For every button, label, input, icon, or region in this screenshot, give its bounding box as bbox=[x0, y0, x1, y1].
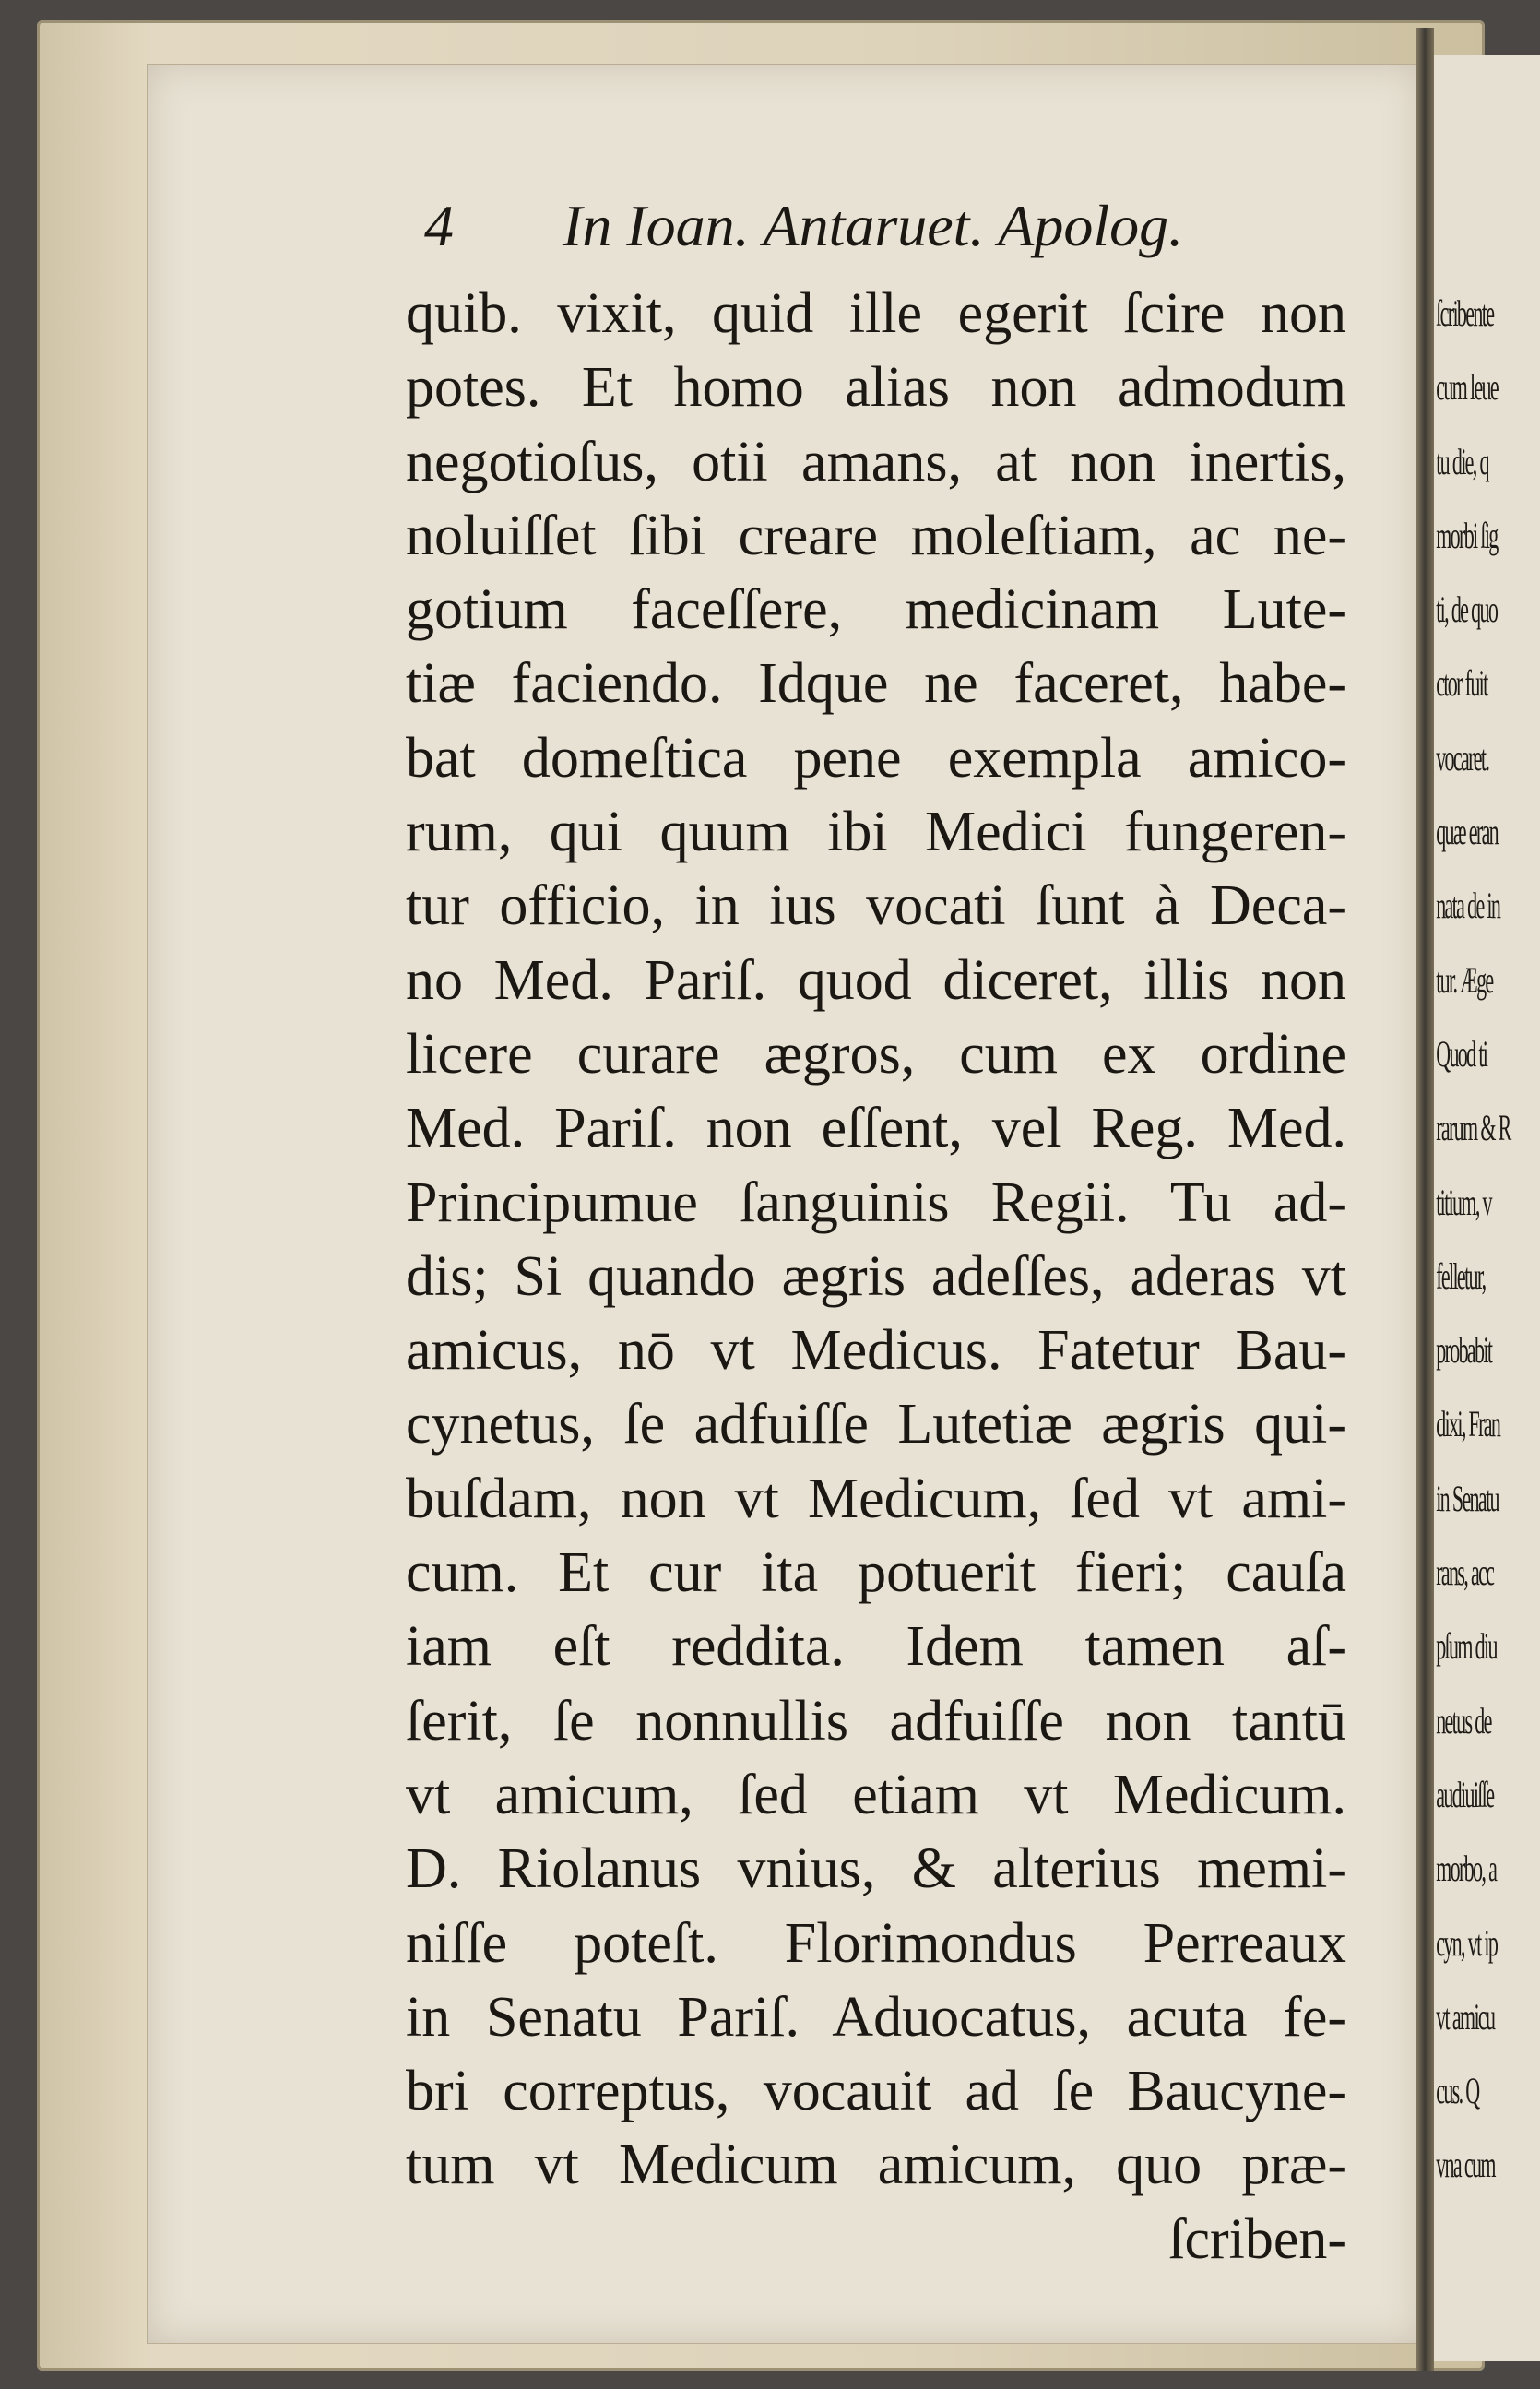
text-line: buſdam, non vt Medicum, ſed vt ami- bbox=[406, 1467, 1346, 1530]
facing-page-line: dixi, Fran bbox=[1436, 1403, 1500, 1445]
text-line: gotium faceſſere, medicinam Lute- bbox=[406, 578, 1346, 642]
facing-page-line: nata de in bbox=[1436, 885, 1500, 927]
text-line: in Senatu Pariſ. Aduocatus, acuta fe- bbox=[406, 1985, 1346, 2049]
running-title: In Ioan. Antaruet. Apolog. bbox=[563, 193, 1184, 258]
facing-page-line: cum leue bbox=[1436, 366, 1499, 409]
text-line: cynetus, ſe adfuiſſe Lutetiæ ægris qui- bbox=[406, 1393, 1346, 1456]
facing-page-line: pſum diu bbox=[1436, 1625, 1497, 1668]
facing-page-line: felletur, bbox=[1436, 1254, 1486, 1297]
facing-page-line: ti, de quo bbox=[1436, 588, 1498, 631]
text-line: no Med. Pariſ. quod diceret, illis non bbox=[406, 948, 1346, 1012]
text-line: potes. Et homo alias non admodum bbox=[406, 356, 1346, 420]
text-line: iam eſt reddita. Idem tamen aſ- bbox=[406, 1615, 1346, 1679]
body-text bbox=[406, 277, 1346, 2276]
facing-page-line: morbi ſig bbox=[1436, 514, 1498, 556]
text-line: noluiſſet ſibi creare moleſtiam, ac ne- bbox=[406, 504, 1346, 567]
text-line: vt amicum, ſed etiam vt Medicum. bbox=[406, 1763, 1346, 1826]
facing-page-line: Quod ti bbox=[1436, 1032, 1487, 1075]
facing-page-line: tur. Æge bbox=[1436, 958, 1493, 1001]
catchword: ſcriben- bbox=[1168, 2207, 1346, 2271]
text-line: rum, qui quum ibi Medici fungeren- bbox=[406, 801, 1346, 864]
text-line: bri correptus, vocauit ad ſe Baucyne- bbox=[406, 2060, 1346, 2123]
text-line: Med. Pariſ. non eſſent, vel Reg. Med. bbox=[406, 1097, 1346, 1160]
facing-page-line: titium, v bbox=[1436, 1181, 1491, 1223]
facing-page-line: vocaret. bbox=[1436, 736, 1489, 779]
page-header bbox=[406, 189, 1383, 263]
facing-page-lines bbox=[1434, 277, 1540, 2203]
facing-page-line: quæ eran bbox=[1436, 811, 1499, 853]
text-line: D. Riolanus vnius, & alterius memi- bbox=[406, 1837, 1346, 1901]
facing-page-line: ſcribente bbox=[1436, 292, 1494, 334]
text-line: licere curare ægros, cum ex ordine bbox=[406, 1022, 1346, 1086]
facing-page-line: morbo, a bbox=[1436, 1848, 1497, 1890]
text-line: negotioſus, otii amans, at non inertis, bbox=[406, 430, 1346, 493]
page-number: 4 bbox=[424, 193, 454, 258]
book-gutter bbox=[1416, 28, 1434, 2371]
facing-page-line: vna cum bbox=[1436, 2144, 1495, 2186]
text-line: dis; Si quando ægris adeſſes, aderas vt bbox=[406, 1244, 1346, 1308]
facing-page-line: cus. Q bbox=[1436, 2070, 1479, 2112]
text-line: tiæ faciendo. Idque ne faceret, habe- bbox=[406, 652, 1346, 716]
text-line: ſerit, ſe nonnullis adfuiſſe non tantū bbox=[406, 1689, 1346, 1753]
facing-page-line: cyn, vt ip bbox=[1436, 1921, 1498, 1964]
text-line: bat domeſtica pene exempla amico- bbox=[406, 726, 1346, 790]
facing-page-line: probabit bbox=[1436, 1329, 1492, 1372]
facing-page-fragment bbox=[1434, 55, 1540, 2361]
facing-page-line: vt amicu bbox=[1436, 1995, 1495, 2038]
facing-page-line: in Senatu bbox=[1436, 1477, 1499, 1519]
text-line: tum vt Medicum amicum, quo præ- bbox=[406, 2133, 1346, 2197]
facing-page-line: tu die, q bbox=[1436, 440, 1488, 482]
text-line: quib. vixit, quid ille egerit ſcire non bbox=[406, 282, 1346, 345]
facing-page-line: netus de bbox=[1436, 1699, 1491, 1741]
text-line: cum. Et cur ita potuerit fieri; cauſa bbox=[406, 1541, 1346, 1605]
facing-page-line: audiuiſſe bbox=[1436, 1773, 1494, 1815]
facing-page-line: rans, acc bbox=[1436, 1551, 1494, 1594]
facing-page-line: ctor fuit bbox=[1436, 662, 1487, 705]
text-line: amicus, nō vt Medicus. Fatetur Bau- bbox=[406, 1319, 1346, 1383]
text-line: niſſe poteſt. Florimondus Perreaux bbox=[406, 1911, 1346, 1975]
text-line: Principumue ſanguinis Regii. Tu ad- bbox=[406, 1171, 1346, 1234]
text-line: tur officio, in ius vocati ſunt à Deca- bbox=[406, 874, 1346, 938]
facing-page-line: rarum & R bbox=[1436, 1107, 1510, 1149]
